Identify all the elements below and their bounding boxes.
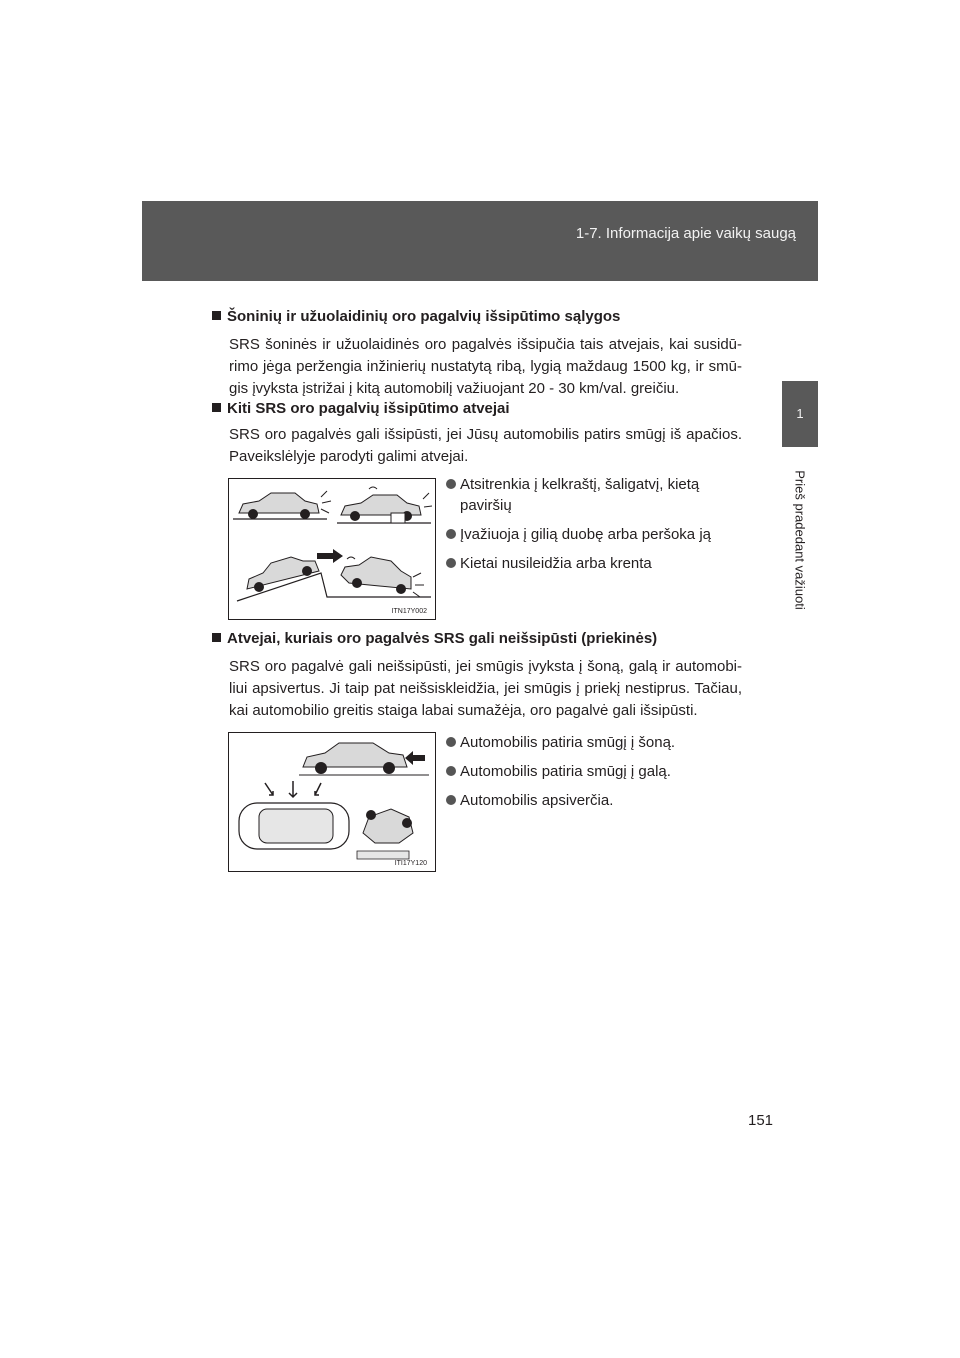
figure-code: ITI17Y120 bbox=[394, 860, 427, 867]
list-item: Automobilis patiria smūgį į galą. bbox=[446, 761, 742, 782]
figure-no-deploy-cases bbox=[228, 732, 436, 872]
section-body-side-airbags: SRS šoninės ir užuolaidinės oro pagalvės išsipučia tais atvejais, kai susidū- rimo jėga peržengia inžinierių nustatytą ribą, lygią maždaug 1500 kg, ir smū- gis įvyksta įstrižai į kitą automobilį važiuojant 20 - 30 km/val. greičiu. bbox=[229, 336, 742, 397]
bullet-list-no-deploy bbox=[446, 732, 742, 819]
chapter-tab bbox=[782, 381, 818, 447]
page-number: 151 bbox=[748, 1112, 774, 1129]
chapter-label: Prieš pradedant važiuoti bbox=[792, 470, 808, 610]
section-heading-other-cases: Kiti SRS oro pagalvių išsipūtimo atvejai bbox=[212, 400, 510, 417]
bullet-dot-icon bbox=[446, 479, 456, 489]
list-item: Įvažiuoja į gilią duobę arba peršoka ją bbox=[446, 524, 742, 545]
header-band bbox=[142, 201, 818, 281]
section-heading-no-deploy: Atvejai, kuriais oro pagalvės SRS gali neišsipūsti (priekinės) bbox=[212, 630, 657, 647]
list-item: Atsitrenkia į kelkraštį, šaligatvį, kietą paviršių bbox=[446, 474, 742, 516]
section-body-other-cases: SRS oro pagalvės gali išsipūsti, jei Jūsų automobilis patirs smūgį iš apačios. Paveikslėlyje parodyti galimi atvejai. bbox=[229, 426, 742, 465]
section-title: 1-7. Informacija apie vaikų saugą bbox=[575, 225, 796, 242]
list-item: Automobilis apsiverčia. bbox=[446, 790, 742, 811]
car-impact-illustration bbox=[229, 479, 435, 619]
figure-code: ITN17Y002 bbox=[391, 608, 427, 615]
bullet-dot-icon bbox=[446, 737, 456, 747]
square-bullet-icon bbox=[212, 311, 221, 320]
bullet-dot-icon bbox=[446, 558, 456, 568]
figure-undercarriage-impacts bbox=[228, 478, 436, 620]
square-bullet-icon bbox=[212, 403, 221, 412]
bullet-dot-icon bbox=[446, 795, 456, 805]
list-item: Automobilis patiria smūgį į šoną. bbox=[446, 732, 742, 753]
chapter-number: 1 bbox=[796, 406, 804, 421]
section-heading-side-airbags: Šoninių ir užuolaidinių oro pagalvių išsipūtimo sąlygos bbox=[212, 308, 620, 325]
bullet-dot-icon bbox=[446, 766, 456, 776]
list-item: Kietai nusileidžia arba krenta bbox=[446, 553, 742, 574]
square-bullet-icon bbox=[212, 633, 221, 642]
section-body-no-deploy: SRS oro pagalvė gali neišsipūsti, jei smūgis įvyksta į šoną, galą ir automobi- liui apsivertus. Ji taip pat neišsiskleidžia, jei smūgis į priekį nestiprus. Tačiau, kai automobilio greitis staiga labai sumažėja, oro pagalvė gali išsipūsti. bbox=[229, 658, 742, 719]
bullet-list-other-cases bbox=[446, 474, 742, 582]
car-no-deploy-illustration bbox=[229, 733, 435, 871]
bullet-dot-icon bbox=[446, 529, 456, 539]
